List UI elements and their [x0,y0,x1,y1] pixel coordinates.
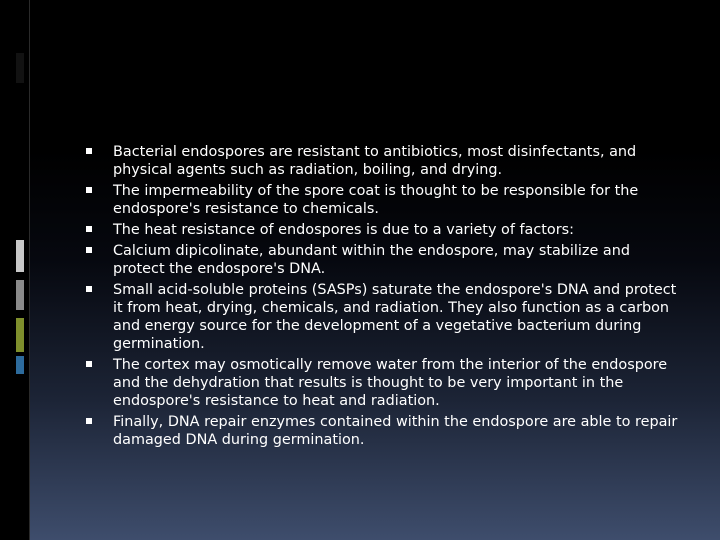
bullet-list [84,143,684,452]
bullet-item [84,413,684,449]
accent-block-blue [16,356,24,374]
left-accent-strip [0,0,29,540]
square-bullet-icon [86,247,92,253]
bullet-item [84,281,684,353]
accent-block-gray [16,280,24,310]
square-bullet-icon [86,361,92,367]
bullet-text: Small acid-soluble proteins (SASPs) saturate the endospore's DNA and protect it from heat, drying, chemicals, and radiation. They also function as a carbon and energy source for the development of a vegetative bacterium during germination. [113,282,677,352]
square-bullet-icon [86,418,92,424]
bullet-item [84,182,684,218]
accent-block-light-gray [16,240,24,272]
bullet-text: Finally, DNA repair enzymes contained within the endospore are able to repair damaged DNA during germination. [113,414,678,448]
bullet-item [84,143,684,179]
square-bullet-icon [86,187,92,193]
bullet-item [84,356,684,410]
bullet-text: The impermeability of the spore coat is thought to be responsible for the endospore's resistance to chemicals. [113,183,639,217]
bullet-text: Bacterial endospores are resistant to antibiotics, most disinfectants, and physical agents such as radiation, boiling, and drying. [113,144,637,178]
bullet-item [84,242,684,278]
bullet-text: Calcium dipicolinate, abundant within the endospore, may stabilize and protect the endospore's DNA. [113,243,630,277]
bullet-text: The cortex may osmotically remove water from the interior of the endospore and the dehydration that results is thought to be very important in the endospore's resistance to heat and radiation. [113,357,668,409]
accent-block-olive [16,318,24,352]
square-bullet-icon [86,148,92,154]
square-bullet-icon [86,286,92,292]
square-bullet-icon [86,226,92,232]
accent-block-dark [16,53,24,83]
bullet-text: The heat resistance of endospores is due to a variety of factors: [113,222,574,238]
bullet-item [84,221,684,239]
